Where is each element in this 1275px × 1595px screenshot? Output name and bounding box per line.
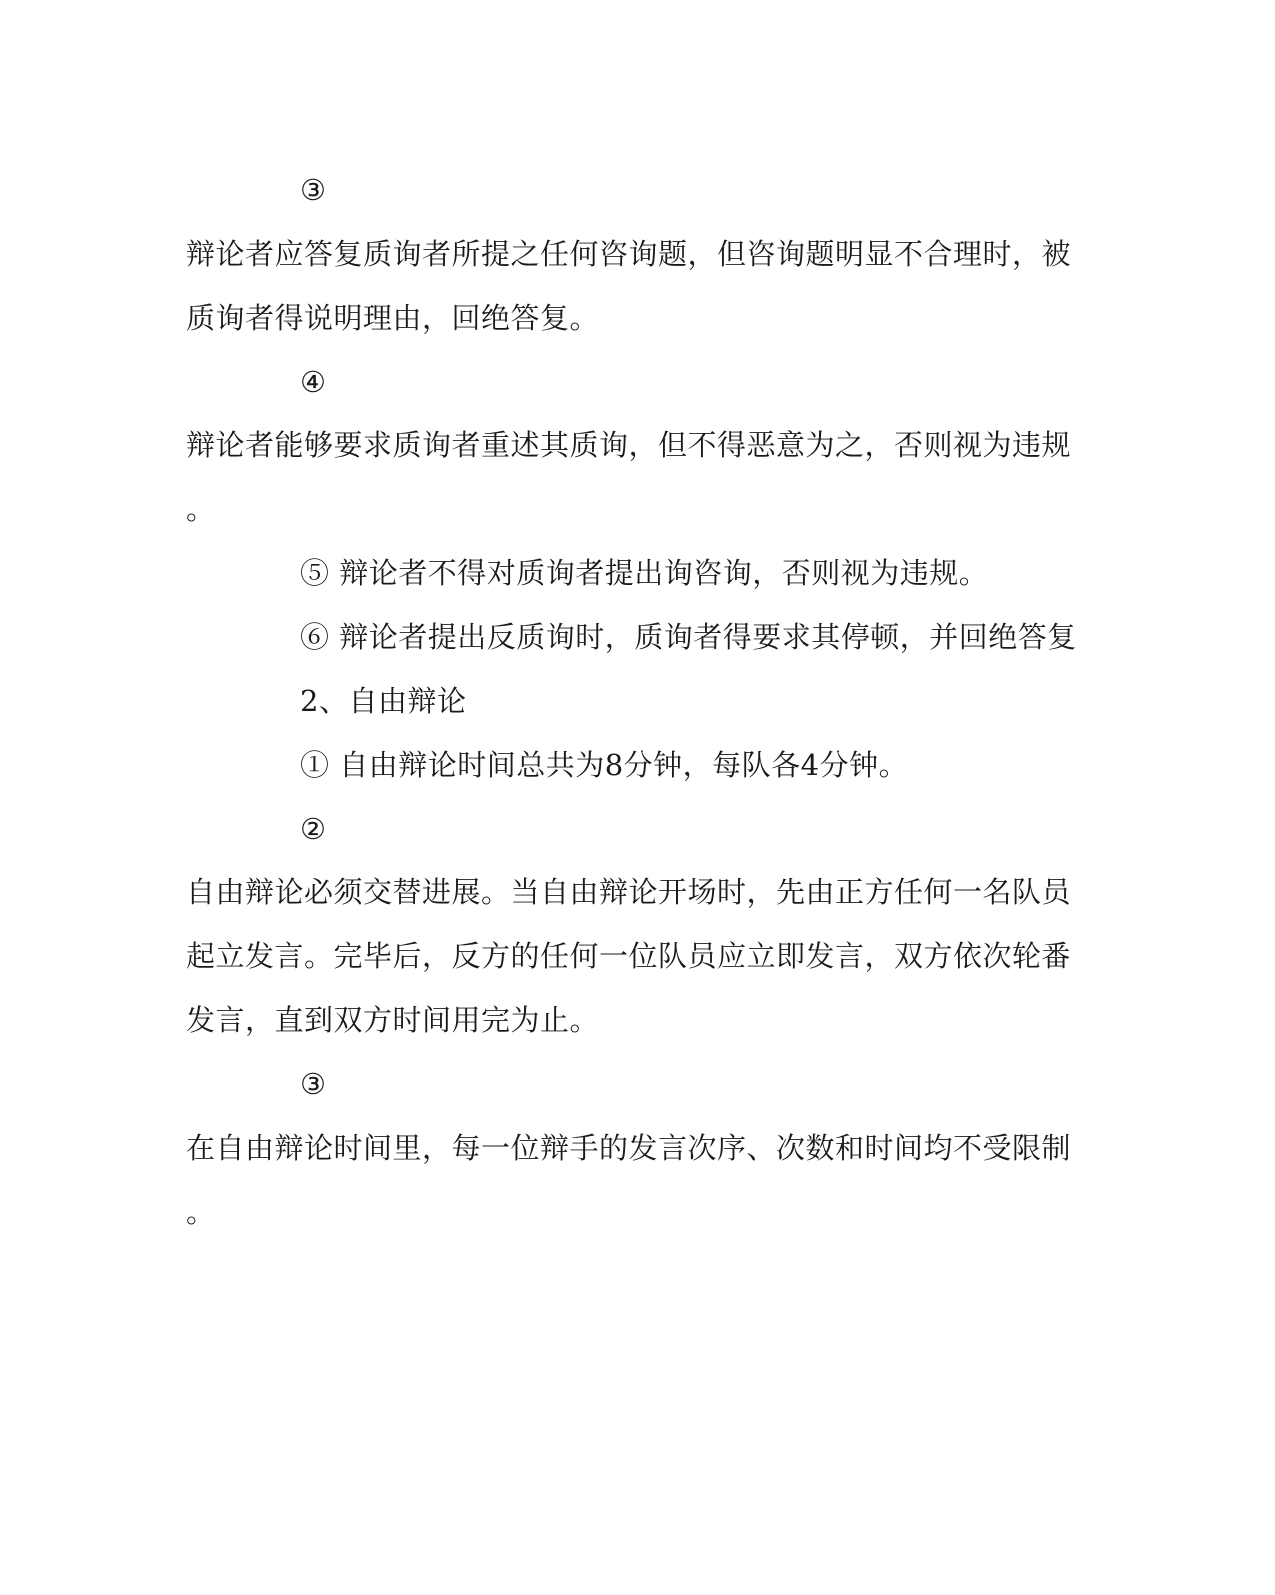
- item-marker-2: ②: [300, 812, 327, 846]
- list-item-5: ⑤ 辩论者不得对质询者提出询咨询，否则视为违规。: [300, 556, 989, 590]
- paragraph-line: 。: [186, 1195, 216, 1229]
- list-item-6: ⑥ 辩论者提出反质询时，质询者得要求其停顿，并回绝答复: [300, 620, 1077, 654]
- paragraph-line: 质询者得说明理由，回绝答复。: [186, 301, 600, 335]
- paragraph-line: 。: [186, 492, 216, 526]
- paragraph-line: 辩论者能够要求质询者重述其质询，但不得恶意为之，否则视为违规: [186, 428, 1072, 462]
- section-heading: 2、自由辩论: [300, 684, 467, 718]
- paragraph-line: 在自由辩论时间里，每一位辩手的发言次序、次数和时间均不受限制: [186, 1131, 1072, 1165]
- paragraph-line: 起立发言。完毕后，反方的任何一位队员应立即发言，双方依次轮番: [186, 939, 1072, 973]
- paragraph-line: 辩论者应答复质询者所提之任何咨询题，但咨询题明显不合理时，被: [186, 237, 1072, 271]
- item-marker-3b: ③: [300, 1067, 327, 1101]
- paragraph-line: 发言，直到双方时间用完为止。: [186, 1003, 600, 1037]
- list-item-1: ① 自由辩论时间总共为8分钟，每队各4分钟。: [300, 748, 909, 782]
- paragraph-line: 自由辩论必须交替进展。当自由辩论开场时，先由正方任何一名队员: [186, 875, 1072, 909]
- item-marker-4: ④: [300, 365, 327, 399]
- item-marker-3: ③: [300, 173, 327, 207]
